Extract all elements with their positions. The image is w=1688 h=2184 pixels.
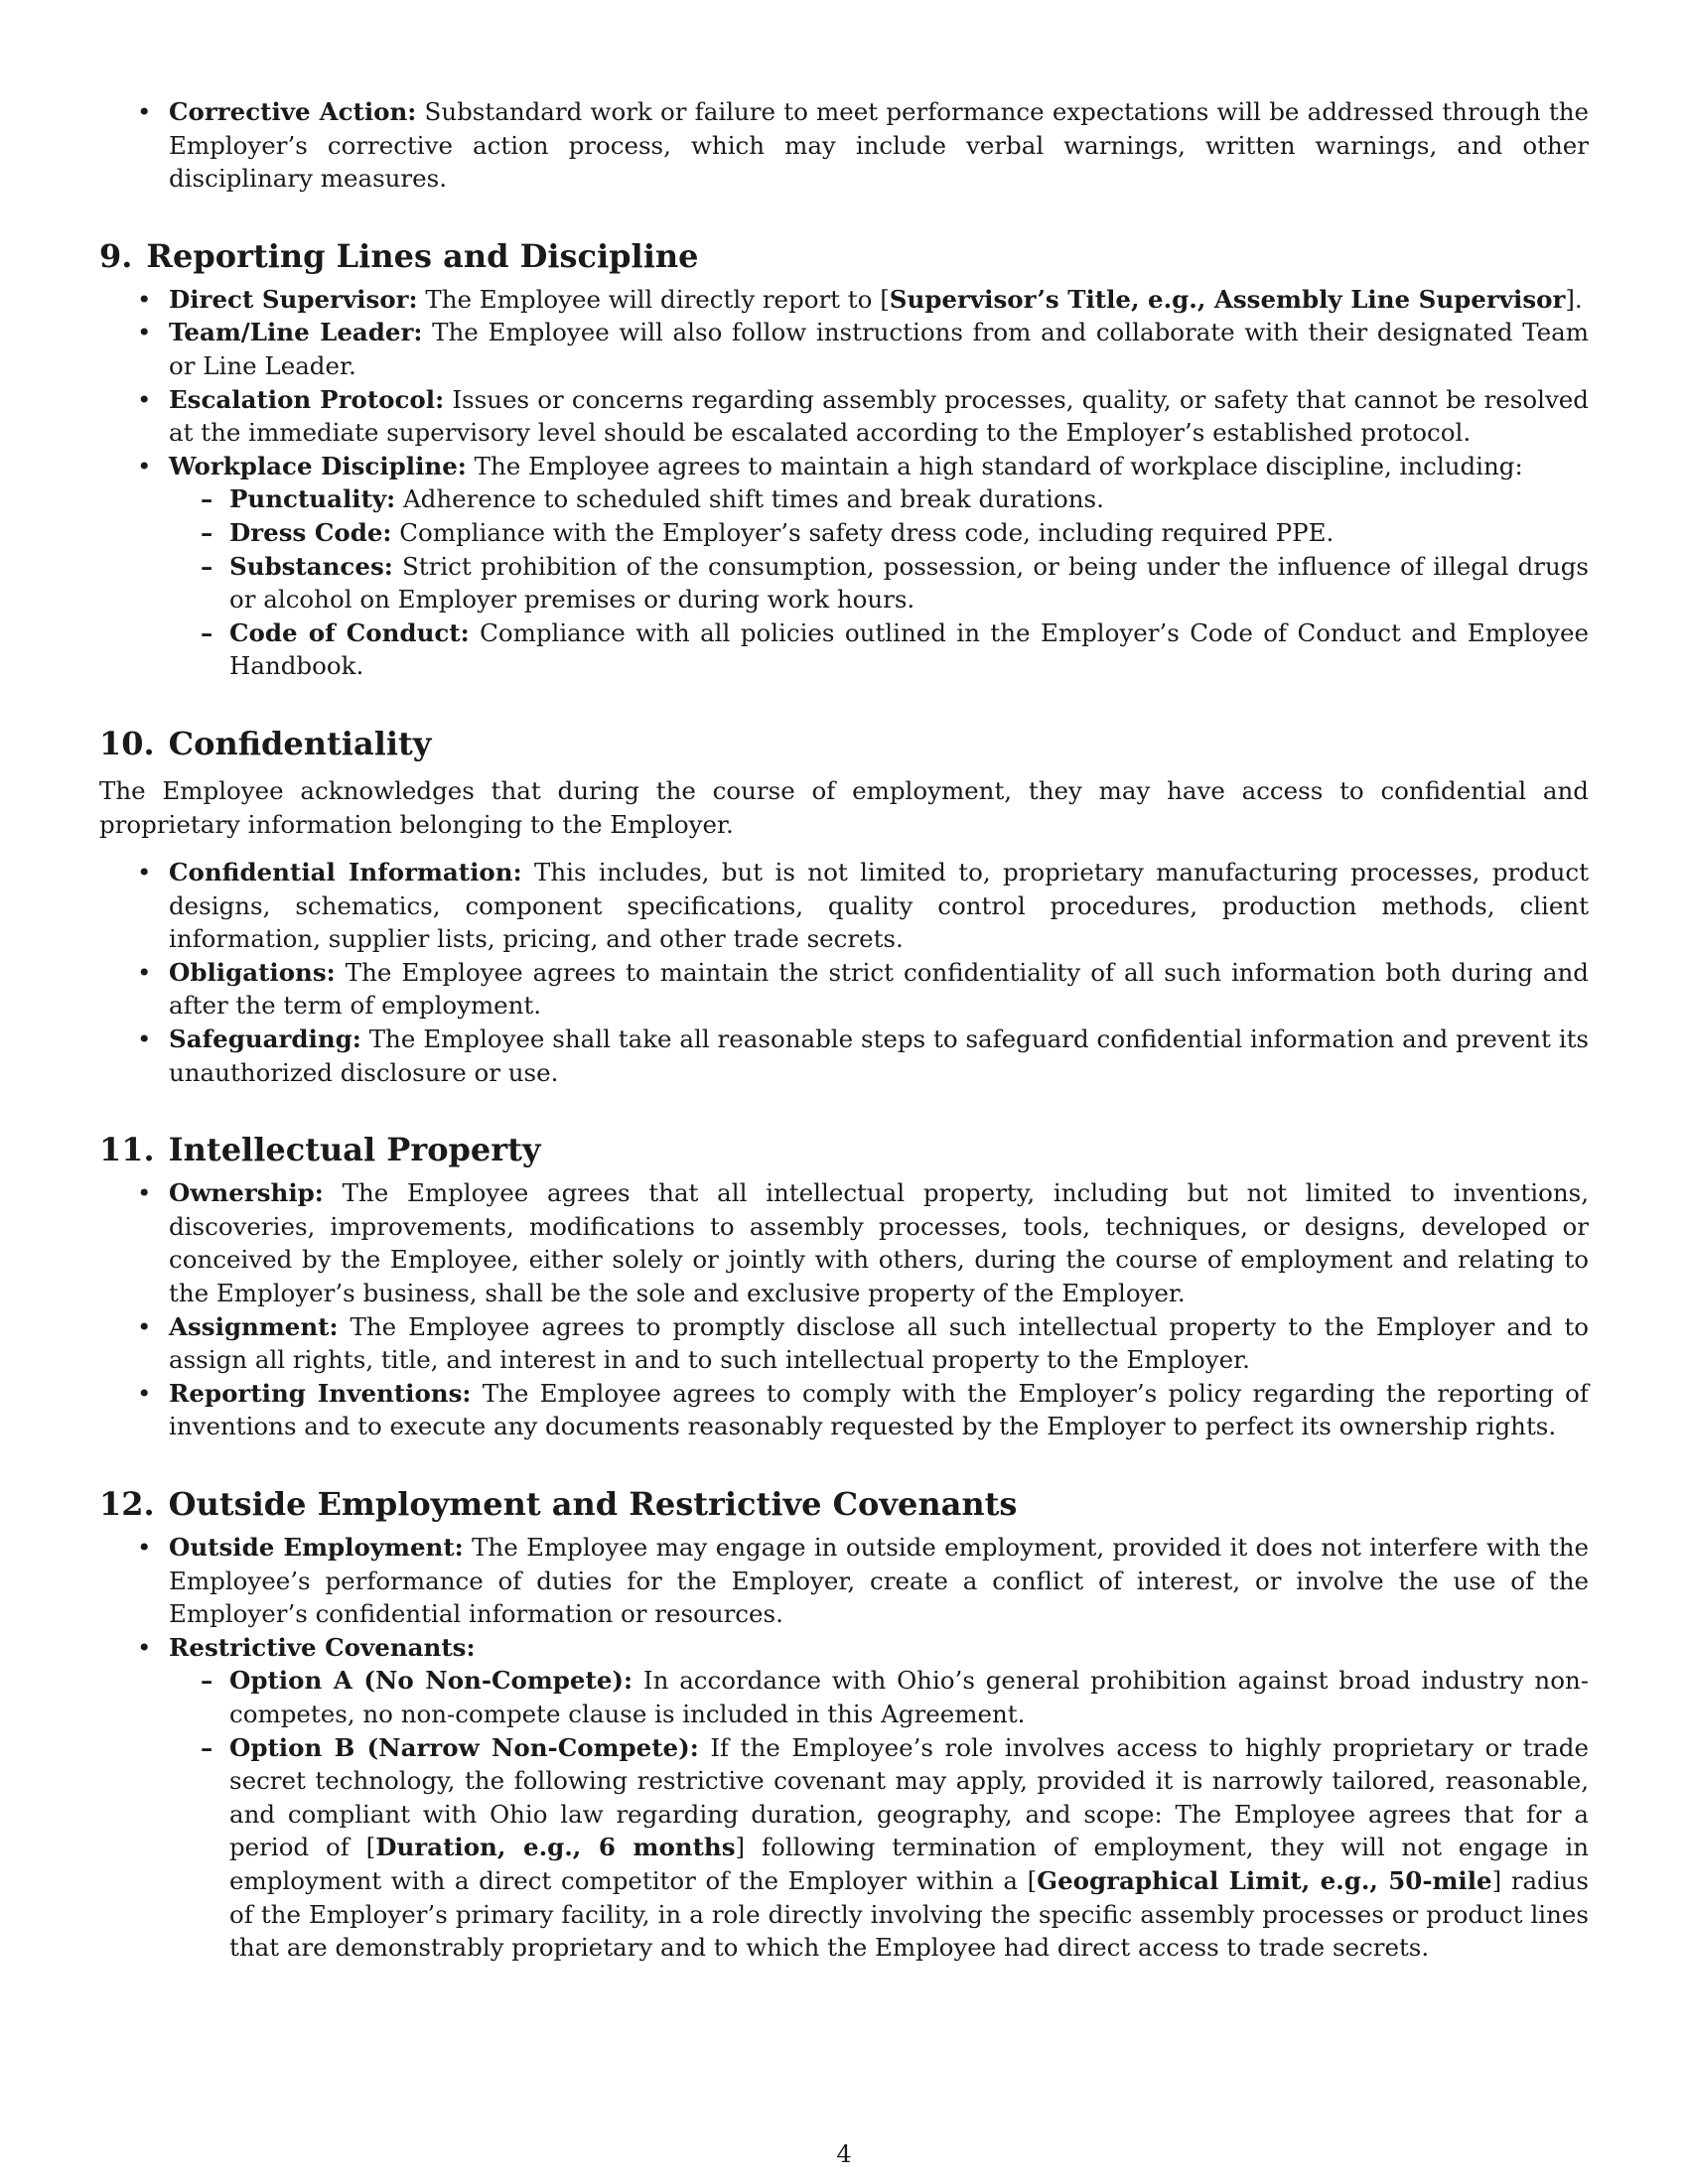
sub-list-item bbox=[169, 516, 1589, 550]
item-text: Adherence to scheduled shift times and break durations. bbox=[402, 484, 1104, 514]
item-label: Code of Conduct: bbox=[229, 617, 470, 647]
item-text: The Employee agrees that all intellectual property, including but not limited to inventions, discoveries, improvements, modifications to assembly processes, tools, techniques, or designs, developed or conceived by the Employee, either solely or jointly with others, during the course of employment and relating to the Employer’s business, shall be the sole and exclusive property of the Employer. bbox=[169, 1178, 1589, 1308]
section-number: 10. bbox=[99, 724, 155, 762]
carryover-list bbox=[99, 95, 1589, 196]
item-label: Assignment: bbox=[169, 1311, 339, 1341]
item-text: In accordance with Ohio’s general prohibition against broad industry non-competes, no non-compete clause is included in this Agreement. bbox=[229, 1666, 1590, 1728]
section-number: 11. bbox=[99, 1131, 155, 1169]
sub-list-item bbox=[169, 1731, 1589, 1965]
item-label: Option A (No Non-Compete): bbox=[229, 1666, 633, 1696]
sub-list-item bbox=[169, 482, 1589, 516]
item-bold: Supervisor’s Title, e.g., Assembly Line Supervisor bbox=[889, 284, 1566, 314]
section-title: Outside Employment and Restrictive Covenants bbox=[168, 1485, 1018, 1523]
list-item bbox=[99, 1531, 1589, 1631]
section-title: Reporting Lines and Discipline bbox=[146, 236, 699, 275]
item-text: The Employee will directly report to [ bbox=[425, 284, 890, 314]
item-text: Issues or concerns regarding assembly processes, quality, or safety that cannot be resolved at the immediate supervisory level should be escalated according to the Employer’s established protocol. bbox=[169, 384, 1589, 448]
item-label: Safeguarding: bbox=[169, 1024, 361, 1054]
discipline-sublist bbox=[169, 482, 1589, 683]
section-number: 12. bbox=[99, 1485, 155, 1523]
sub-list-item bbox=[169, 616, 1589, 683]
item-text: Compliance with the Employer’s safety dress code, including required PPE. bbox=[399, 517, 1335, 547]
section-11-list bbox=[99, 1176, 1589, 1443]
geography-placeholder: Geographical Limit, e.g., 50-mile bbox=[1037, 1865, 1492, 1895]
section-heading-9 bbox=[99, 236, 1589, 276]
item-label: Obligations: bbox=[169, 957, 336, 987]
item-text: Strict prohibition of the consumption, possession, or being under the influence of illegal drugs or alcohol on Employer premises or during work hours. bbox=[229, 551, 1589, 614]
list-item bbox=[99, 316, 1589, 382]
item-text-3: ] radius of the Employer’s primary facility, in a role directly involving the specific assembly processes or product lines that are demonstrably proprietary and to which the Employee had direct access to trade secrets. bbox=[229, 1865, 1590, 1963]
item-text-after: ]. bbox=[1565, 284, 1583, 314]
sub-list-item bbox=[169, 1664, 1589, 1730]
item-text: The Employee may engage in outside employment, provided it does not interfere with the Employee’s performance of duties for the Employer, create a conflict of interest, or involve the use of the Employer’s confidential information or resources. bbox=[169, 1533, 1589, 1629]
item-label: Punctuality: bbox=[229, 484, 396, 514]
list-item bbox=[99, 956, 1589, 1023]
section-9-list bbox=[99, 283, 1589, 683]
section-10-intro: The Employee acknowledges that during the course of employment, they may have access to confidential and proprietary information belonging to the Employer. bbox=[99, 775, 1589, 839]
item-label: Ownership: bbox=[169, 1178, 324, 1208]
duration-placeholder: Duration, e.g., 6 months bbox=[375, 1833, 736, 1862]
list-item bbox=[99, 95, 1589, 196]
item-text: This includes, but is not limited to, proprietary manufacturing processes, product designs, schematics, component specifications, quality control procedures, production methods, client information, supplier lists, pricing, and other trade secrets. bbox=[169, 858, 1590, 954]
list-item bbox=[99, 383, 1589, 450]
item-label: Team/Line Leader: bbox=[169, 318, 423, 347]
list-item bbox=[99, 1176, 1589, 1309]
item-text: The Employee agrees to promptly disclose all such intellectual property to the Employer and to assign all rights, title, and interest in and to such intellectual property to the Employer. bbox=[169, 1311, 1589, 1375]
item-label: Option B (Narrow Non-Compete): bbox=[229, 1732, 699, 1762]
item-label: Escalation Protocol: bbox=[169, 384, 445, 414]
item-label: Workplace Discipline: bbox=[169, 451, 467, 480]
page-number: 4 bbox=[836, 2140, 852, 2168]
item-label: Confidential Information: bbox=[169, 858, 522, 887]
section-heading-11 bbox=[99, 1130, 1589, 1169]
item-text: Compliance with all policies outlined in the Employer’s Code of Conduct and Employee Handbook. bbox=[229, 617, 1589, 681]
list-item bbox=[99, 450, 1589, 683]
list-item bbox=[99, 856, 1589, 956]
list-item bbox=[99, 1023, 1589, 1089]
item-label: Direct Supervisor: bbox=[169, 284, 418, 314]
item-label: Substances: bbox=[229, 551, 393, 581]
item-label: Corrective Action: bbox=[169, 97, 417, 126]
covenants-sublist bbox=[169, 1664, 1589, 1964]
item-label: Reporting Inventions: bbox=[169, 1378, 472, 1408]
item-text: The Employee agrees to comply with the Employer’s policy regarding the reporting of inventions and to execute any documents reasonably requested by the Employer to perfect its ownership rights. bbox=[169, 1378, 1590, 1441]
list-item bbox=[99, 1631, 1589, 1965]
item-text: Substandard work or failure to meet performance expectations will be addressed through the Employer’s corrective action process, which may include verbal warnings, written warnings, and other disciplinary measures. bbox=[169, 97, 1589, 194]
item-text: The Employee agrees to maintain the strict confidentiality of all such information both during and after the term of employment. bbox=[169, 957, 1589, 1021]
item-text: If the Employee’s role involves access to highly proprietary or trade secret technology, the following restrictive covenant may apply, provided it is narrowly tailored, reasonable, and compliant with Ohio law regarding duration, geography, and scope: The Employee agrees that for a period of [ bbox=[229, 1732, 1589, 1862]
list-item bbox=[99, 1377, 1589, 1443]
section-title: Confidentiality bbox=[168, 724, 432, 762]
item-label: Dress Code: bbox=[229, 517, 392, 547]
section-12-list bbox=[99, 1531, 1589, 1965]
item-text: The Employee agrees to maintain a high standard of workplace discipline, including: bbox=[474, 451, 1523, 480]
section-number: 9. bbox=[99, 236, 133, 275]
item-label: Outside Employment: bbox=[169, 1533, 464, 1562]
list-item bbox=[99, 283, 1589, 317]
item-label: Restrictive Covenants: bbox=[169, 1632, 476, 1662]
list-item bbox=[99, 1310, 1589, 1377]
item-text-2: ] following termination of employment, they will not engage in employment with a direct competitor of the Employer within a [ bbox=[229, 1833, 1589, 1895]
section-heading-10 bbox=[99, 724, 1589, 763]
document-page bbox=[99, 95, 1589, 1965]
sub-list-item bbox=[169, 550, 1589, 616]
section-heading-12 bbox=[99, 1484, 1589, 1524]
section-title: Intellectual Property bbox=[168, 1131, 541, 1169]
item-text: The Employee will also follow instructions from and collaborate with their designated Team or Line Leader. bbox=[169, 318, 1589, 380]
section-10-list bbox=[99, 856, 1589, 1089]
item-text: The Employee shall take all reasonable steps to safeguard confidential information and prevent its unauthorized disclosure or use. bbox=[169, 1024, 1589, 1087]
